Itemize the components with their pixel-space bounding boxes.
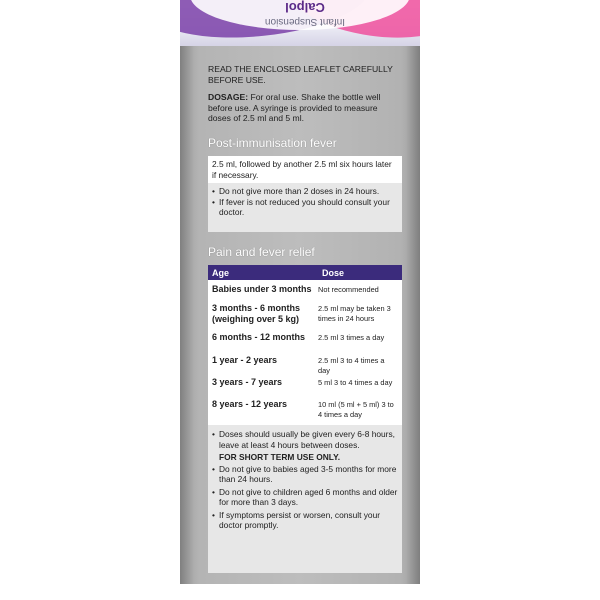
bullet-icon: • <box>212 486 215 497</box>
list-item <box>212 464 398 485</box>
box-edge-shadow-left <box>180 0 194 584</box>
dose-cell: 10 ml (5 ml + 5 ml) 3 to 4 times a day <box>318 400 394 419</box>
leaflet-warning: READ THE ENCLOSED LEAFLET CAREFULLY BEFORE USE. <box>208 64 393 85</box>
dose-cell: Not recommended <box>318 285 379 294</box>
age-cell: 8 years - 12 years <box>212 399 288 409</box>
note-text: Doses should usually be given every 6-8 hours, leave at least 4 hours between doses. <box>219 429 395 450</box>
dose-cell: 2.5 ml 3 to 4 times a day <box>318 356 385 375</box>
age-cell: Babies under 3 months <box>212 284 312 294</box>
post-immunisation-title: Post-immunisation fever <box>208 136 337 150</box>
post-immunisation-dose: 2.5 ml, followed by another 2.5 ml six hours later if necessary. <box>208 156 402 185</box>
dosage-paragraph <box>208 92 396 124</box>
table-row <box>208 399 402 423</box>
dose-cell: 5 ml 3 to 4 times a day <box>318 378 393 387</box>
short-term-warning: FOR SHORT TERM USE ONLY. <box>219 452 341 462</box>
brand-name: Calpol <box>285 0 325 15</box>
brand-subtitle: Infant Suspension <box>264 16 346 27</box>
note-text: If fever is not reduced you should consult your doctor. <box>219 196 390 217</box>
list-item <box>212 197 398 218</box>
table-row <box>208 303 402 332</box>
table-row <box>208 332 402 355</box>
bullet-icon: • <box>212 196 215 207</box>
dosage-text: For oral use. Shake the bottle well before use. A syringe is provided to measure doses of 2.5 ml and 5 ml. <box>208 92 381 123</box>
list-item <box>212 429 398 450</box>
note-text: If symptoms persist or worsen, consult your doctor promptly. <box>219 509 381 530</box>
age-cell: 3 years - 7 years <box>212 377 283 387</box>
header-dose: Dose <box>322 267 345 278</box>
note-text: Do not give to children aged 6 months and older for more than 3 days. <box>219 486 398 507</box>
table-row <box>208 355 402 377</box>
brand-top-band <box>180 0 420 46</box>
dose-cell: 2.5 ml 3 times a day <box>318 333 385 342</box>
dosage-label: DOSAGE: <box>208 92 249 102</box>
product-box-back <box>180 0 420 584</box>
note-text: Do not give to babies aged 3-5 months for more than 24 hours. <box>219 463 397 484</box>
header-age: Age <box>212 267 230 278</box>
age-cell: 6 months - 12 months <box>212 332 306 342</box>
table-body <box>208 280 402 425</box>
pain-fever-title: Pain and fever relief <box>208 245 315 259</box>
dosage-table <box>208 265 402 425</box>
note-text: Do not give more than 2 doses in 24 hours. <box>219 186 380 196</box>
list-item <box>212 186 398 197</box>
bullet-icon: • <box>212 509 215 520</box>
dose-cell: 2.5 ml may be taken 3 times in 24 hours <box>318 304 391 323</box>
age-cell: 3 months - 6 months (weighing over 5 kg) <box>212 303 301 324</box>
list-item <box>212 510 398 531</box>
brand-logo-upside-down <box>220 0 390 28</box>
bullet-icon: • <box>212 186 215 196</box>
box-edge-shadow-right <box>406 0 420 584</box>
pain-fever-notes <box>208 425 402 573</box>
age-cell: 1 year - 2 years <box>212 355 278 365</box>
table-header <box>208 265 402 280</box>
bullet-icon: • <box>212 429 215 439</box>
bullet-icon: • <box>212 463 215 474</box>
intro-text <box>208 64 396 131</box>
post-immunisation-notes <box>208 183 402 232</box>
list-item <box>212 487 398 508</box>
table-row <box>208 377 402 399</box>
table-row <box>208 284 402 303</box>
